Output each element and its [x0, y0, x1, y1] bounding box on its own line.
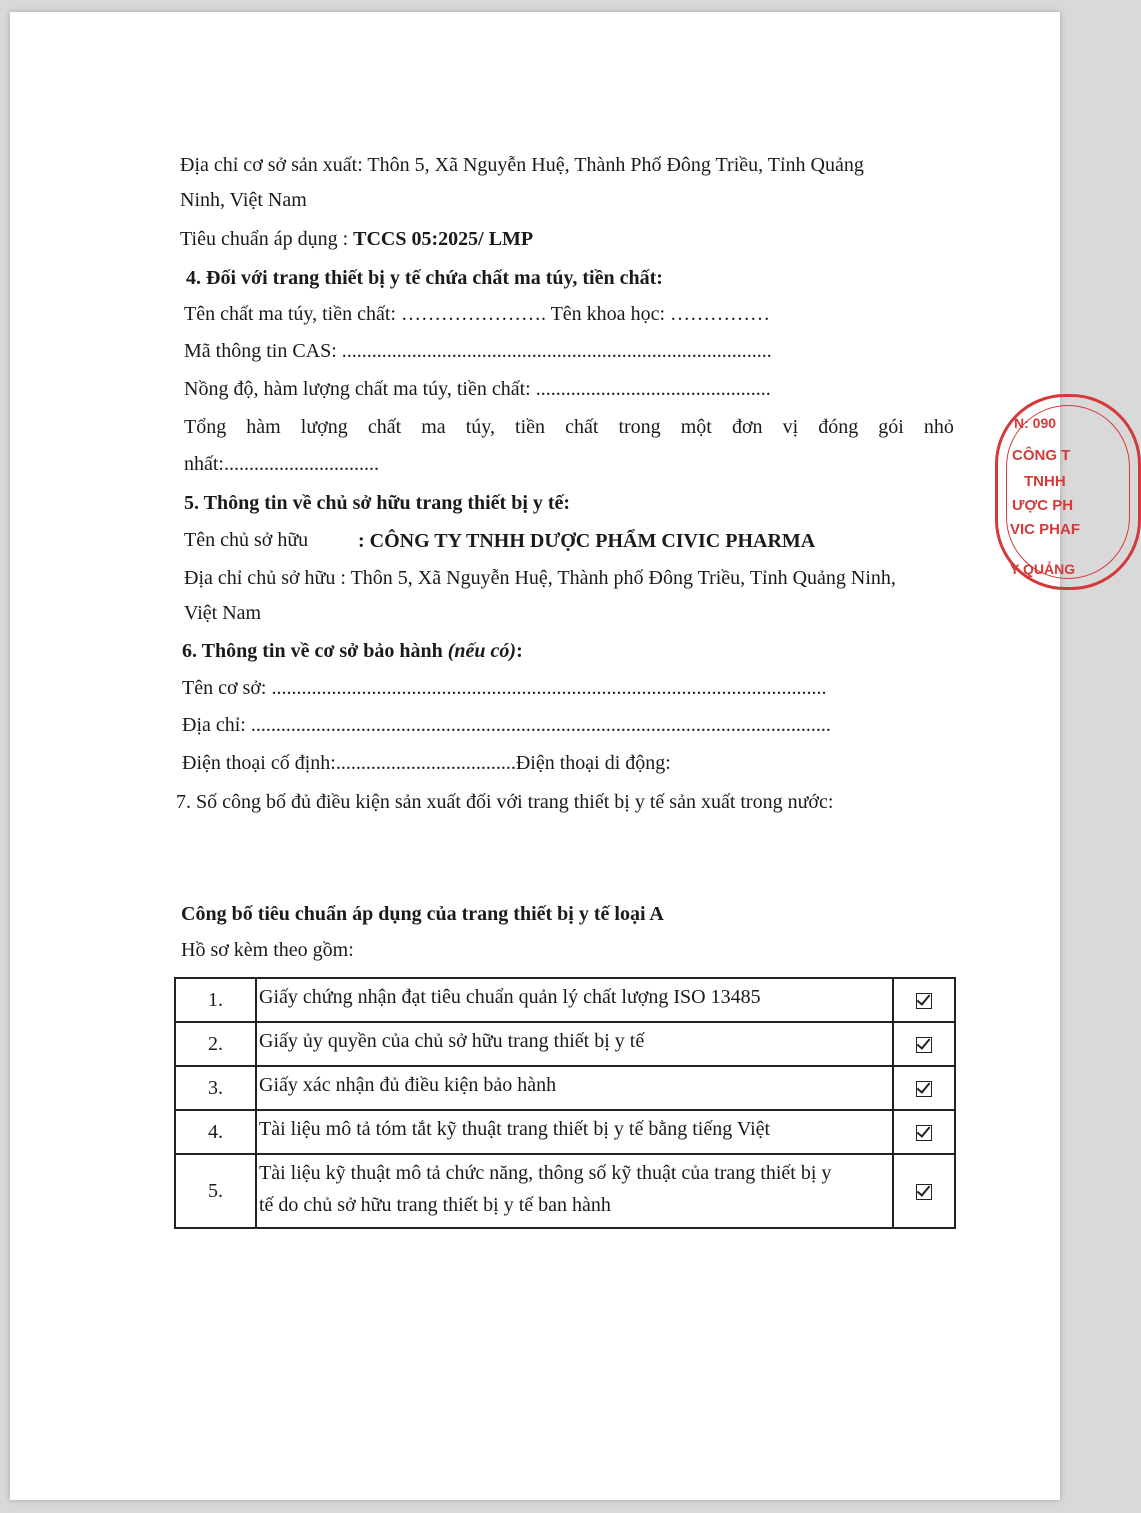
document-title-line: Tài liệu mô tả tóm tắt kỹ thuật trang thiết bị y tế bằng tiếng Việt	[259, 1118, 771, 1140]
row-number: 1.	[175, 978, 256, 1022]
seal-line4: VIC PHAF	[1010, 521, 1081, 538]
seal-top-text: N: 090	[1014, 415, 1057, 431]
owner-address-line2: Việt Nam	[184, 602, 262, 624]
document-title-line: tế do chủ sở hữu trang thiết bị y tế ban hành	[259, 1194, 611, 1216]
total-content-word: lượng	[300, 416, 348, 438]
manufacturing-address-line1: Địa chỉ cơ sở sản xuất: Thôn 5, Xã Nguyễn Huệ, Thành Phố Đông Triều, Tỉnh Quảng	[180, 154, 864, 176]
section-6-heading-text: 6. Thông tin về cơ sở bảo hành	[182, 640, 448, 662]
total-content-word: đơn	[731, 416, 763, 438]
document-title-cell	[256, 978, 893, 1022]
document-title-line: Giấy ủy quyền của chủ sở hữu trang thiết bị y tế	[259, 1030, 645, 1052]
section-7-line: 7. Số công bố đủ điều kiện sản xuất đối với trang thiết bị y tế sản xuất trong nước:	[176, 791, 834, 813]
checkbox-cell	[893, 1066, 955, 1110]
document-title-cell	[256, 1110, 893, 1154]
section-5-heading: 5. Thông tin về chủ sở hữu trang thiết bị y tế:	[184, 492, 571, 514]
checked-box-icon	[916, 1037, 932, 1053]
warranty-name-line: Tên cơ sở: ...............................................................................................................	[182, 677, 827, 699]
total-content-line	[184, 415, 954, 439]
applied-standard-value: TCCS 05:2025/ LMP	[353, 228, 534, 250]
document-title-line: Giấy chứng nhận đạt tiêu chuẩn quản lý chất lượng ISO 13485	[259, 986, 761, 1008]
table-row	[175, 1022, 955, 1066]
concentration-line: Nồng độ, hàm lượng chất ma túy, tiền chất: ...............................................	[184, 378, 771, 400]
total-content-word: Tổng	[184, 416, 227, 438]
document-title-cell	[256, 1022, 893, 1066]
checkbox-cell	[893, 978, 955, 1022]
owner-name-value: : CÔNG TY TNHH DƯỢC PHẨM CIVIC PHARMA	[358, 530, 816, 552]
document-title-line: Giấy xác nhận đủ điều kiện bảo hành	[259, 1074, 557, 1096]
table-row	[175, 978, 955, 1022]
total-content-word: vị	[782, 416, 799, 438]
checked-box-icon	[916, 1081, 932, 1097]
manufacturing-address-line2: Ninh, Việt Nam	[180, 189, 307, 211]
total-content-word: túy,	[465, 416, 495, 438]
declaration-title: Công bố tiêu chuẩn áp dụng của trang thiết bị y tế loại A	[181, 903, 664, 925]
checkbox-cell	[893, 1022, 955, 1066]
checked-box-icon	[916, 993, 932, 1009]
owner-address-label: Địa chỉ chủ sở hữu	[184, 567, 336, 589]
section-4-heading: 4. Đối với trang thiết bị y tế chứa chất ma túy, tiền chất:	[186, 267, 663, 289]
owner-address	[184, 566, 896, 590]
total-content-line2: nhất:...............................	[184, 453, 379, 475]
section-6-heading-end: :	[516, 640, 523, 662]
section-6-heading	[182, 639, 523, 663]
attachments-label: Hồ sơ kèm theo gồm:	[181, 939, 354, 961]
cas-line: Mã thông tin CAS: ......................................................................................	[184, 340, 772, 362]
seal-line3: ƯỢC PH	[1012, 497, 1074, 514]
document-title-line: Tài liệu kỹ thuật mô tả chức năng, thông số kỹ thuật của trang thiết bị y	[259, 1162, 832, 1184]
total-content-word: chất	[367, 416, 402, 438]
total-content-word: đóng	[818, 416, 859, 438]
table-row	[175, 1110, 955, 1154]
document-page	[10, 12, 1081, 1500]
applied-standard-label: Tiêu chuẩn áp dụng :	[180, 228, 354, 250]
attachments-table	[174, 977, 956, 1229]
table-row	[175, 1154, 955, 1228]
total-content-word: một	[680, 416, 712, 438]
total-content-word: ma	[421, 416, 446, 438]
company-seal	[995, 394, 1141, 590]
document-title-cell	[256, 1154, 893, 1228]
checkbox-cell	[893, 1154, 955, 1228]
seal-line2: TNHH	[1024, 473, 1066, 490]
checkbox-cell	[893, 1110, 955, 1154]
section-6-heading-italic: (nếu có)	[447, 640, 517, 662]
document-title-cell	[256, 1066, 893, 1110]
total-content-word: nhỏ	[923, 416, 954, 438]
narcotic-name-line: Tên chất ma túy, tiền chất: …………………. Tên khoa học: ……………	[184, 303, 770, 325]
total-content-word: tiền	[515, 416, 546, 438]
total-content-word: trong	[618, 416, 661, 438]
owner-name-label: Tên chủ sở hữu	[184, 529, 309, 551]
row-number: 4.	[175, 1110, 256, 1154]
total-content-word: hàm	[246, 416, 281, 438]
warranty-phone-line: Điện thoại cố định:....................................Điện thoại di động:	[182, 752, 671, 774]
row-number: 2.	[175, 1022, 256, 1066]
owner-address-value: : Thôn 5, Xã Nguyễn Huệ, Thành phố Đông Triều, Tỉnh Quảng Ninh,	[335, 567, 896, 589]
checked-box-icon	[916, 1125, 932, 1141]
row-number: 5.	[175, 1154, 256, 1228]
checked-box-icon	[916, 1184, 932, 1200]
row-number: 3.	[175, 1066, 256, 1110]
seal-bottom-text: Y QUẢNG	[1010, 561, 1076, 577]
warranty-address-line: Địa chỉ: ....................................................................................................................	[182, 714, 831, 736]
seal-line1: CÔNG T	[1012, 447, 1071, 464]
applied-standard	[180, 227, 533, 251]
total-content-word: chất	[565, 416, 599, 438]
table-row	[175, 1066, 955, 1110]
total-content-word: gói	[878, 416, 904, 438]
